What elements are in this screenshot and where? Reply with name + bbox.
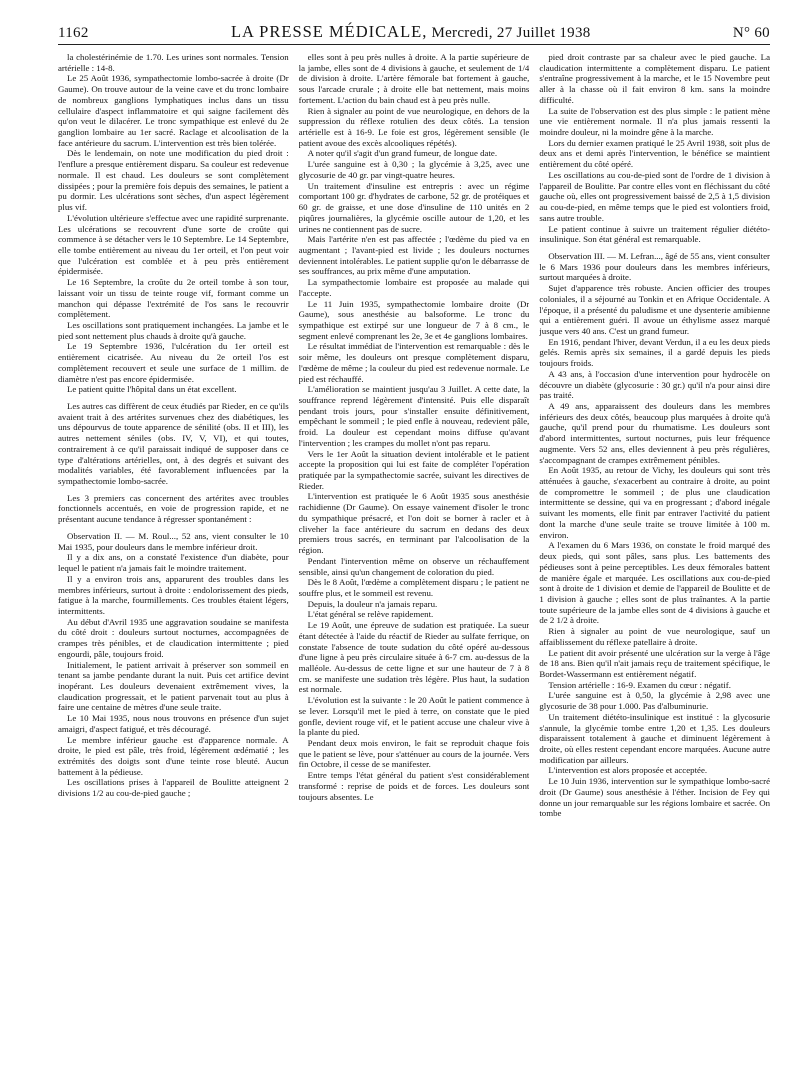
paragraph: pied droit contraste par sa chaleur avec le pied gauche. La claudication intermittente a complètement disparu. Le patient s'entraîne progressivement à la marche, et le 15 Novembre peut aller à la chasse où il fait environ 8 km. sans la moindre difficulté. [539, 52, 771, 105]
paragraph: Un traitement diététo-insulinique est institué : la glycosurie s'annule, la glycémie tombe entre 1,20 et 1,35. Les douleurs disparaissent totalement à gauche et diminuent légèrement à droite, où elles restent cependant encore marquées. Aucune autre modification par ailleurs. [539, 711, 771, 765]
paragraph: L'amélioration se maintient jusqu'au 3 Juillet. A cette date, la souffrance reprend légèrement d'intensité. Puis elle disparaît pendant trois jours, pour s'installer ensuite définitivement, empêchant le sommeil ; le pied enfle à nouveau, redevient pâle, froid. La douleur est cependant moins diffuse qu'avant l'intervention ; les crampes du mollet n'ont pas reparu. [298, 384, 530, 448]
paragraph: Mais l'artérite n'en est pas affectée ; l'œdème du pied va en augmentant ; l'avant-pied est livide ; les douleurs nocturnes deviennent intolérables. Le patient supplie qu'on le débarrasse de ses souffrances, au prix même d'une amputation. [298, 234, 530, 277]
paragraph: Initialement, le patient arrivait à préserver son sommeil en tenant sa jambe pendante durant la nuit. Puis cet artifice devint inopérant. Les douleurs devenaient extrêmement vives, la claudication progressait, et le patient parvenait tout au plus à faire une centaine de mètres d'une seule traite. [58, 659, 289, 713]
paragraph: Il y a environ trois ans, apparurent des troubles dans les membres inférieurs, surtout à droite : endolorissement des pieds, fatigue à la marche, fourmillements. Ces troubles étaient légers, intermittents. [58, 573, 289, 616]
journal-title: LA PRESSE MÉDICALE, [230, 22, 428, 41]
paragraph: Au début d'Avril 1935 une aggravation soudaine se manifesta du côté droit : douleurs surtout nocturnes, accompagnées de crampes très pénibles, et de claudication intermittente ; pied engourdi, pâle, toujours froid. [58, 616, 289, 659]
page-number: 1162 [58, 25, 89, 41]
paragraph: Les 3 premiers cas concernent des artérites avec troubles fonctionnels accentués, en voie de progression rapide, et ne présentant aucune tendance à régresser spontanément : [58, 492, 289, 525]
paragraph: Dès le lendemain, on note une modification du pied droit : l'enflure a presque entièrement disparu. Sa couleur est redevenue normale. Il est chaud. Les douleurs se sont complètement dissipées ; pour la première fois depuis des semaines, le patient a pu dormir. Les ulcérations sont sèches, d'un aspect légèrement plus vif. [58, 148, 289, 213]
paragraph: L'évolution est la suivante : le 20 Août le patient commence à se lever. Lorsqu'il met le pied à terre, on constate que le pied gonfle, devient rouge vif, et le patient accuse une chaleur vive à la plante du pied. [298, 695, 530, 738]
issue-number: N° 60 [732, 25, 770, 41]
paragraph: Les autres cas diffèrent de ceux étudiés par Rieder, en ce qu'ils avaient trait à des artérites survenues chez des diabétiques, les uns dépourvus de toute apparence de sénilité (obs. II et III), les autres nettement séniles (obs. IV, V, VI), et qui toutes, contrairement à ce qu'il paraissait indiqué de supposer dans ce type d'altérations artérielles, ont, à des degrés et suivant des modalités variables, été favorablement influencées par la sympathectomie lombo-sacrée. [58, 401, 289, 487]
paragraph: Sujet d'apparence très robuste. Ancien officier des troupes coloniales, il a séjourné au Tonkin et en Afrique Occidentale. A l'époque, il a présenté du paludisme et une dysenterie amibienne qui a entièrement guéri. Il avoue un éthylisme assez marqué jusque vers 40 ans. C'est un grand fumeur. [539, 283, 771, 336]
paragraph: Les oscillations sont pratiquement inchangées. La jambe et le pied sont nettement plus chauds à droite qu'à gauche. [58, 319, 289, 341]
paragraph: A 49 ans, apparaissent des douleurs dans les membres inférieurs des deux côtés, beaucoup plus marquées à droite qu'à gauche, qu'il prend pour du rhumatisme. Les douleurs sont d'abord intermittentes, surtout nocturnes, puis leur fréquence augmente. Vers 52 ans, elles deviennent à peu près régulières, s'accompagnant de crampes extrêmement pénibles. [539, 401, 771, 465]
paragraph: Le 25 Août 1936, sympathectomie lombo-sacrée à droite (Dr Gaume). On trouve autour de la veine cave et du tronc lombaire de nombreux ganglions lymphatiques inclus dans un tissu cellulaire d'aspect inflammatoire et qui saigne facilement dès qu'on veut le dilacérer. Le tronc sympathique est enlevé du 2e ganglion lombaire au 1er sacré. Raclage et alcoolisation de la face antérieure du sacrum. L'intervention est très bien tolérée. [58, 73, 289, 148]
paragraph: Le patient continue à suivre un traitement régulier diététo-insulinique. Son état général est remarquable. [539, 223, 771, 245]
paragraph: La sympathectomie lombaire est proposée au malade qui l'accepte. [298, 277, 530, 298]
paragraph: Depuis, la douleur n'a jamais reparu. [307, 598, 438, 609]
paragraph: Observation II. — M. Roul..., 52 ans, vient consulter le 10 Mai 1935, pour douleurs dans le membre inférieur droit. [58, 530, 289, 552]
paragraph: Dès le 8 Août, l'œdème a complètement disparu ; le patient ne souffre plus, et le sommeil est revenu. [298, 577, 530, 598]
paragraph: A noter qu'il s'agit d'un grand fumeur, de longue date. [307, 148, 498, 159]
paragraph: Le résultat immédiat de l'intervention est remarquable : dès le soir même, les douleurs ont presque complètement disparu, l'œdème de même ; la couleur du pied est redevenue normale. Le pied est réchauffé. [298, 341, 530, 384]
paragraph: elles sont à peu près nulles à droite. A la partie supérieure de la jambe, elles sont de 4 divisions à gauche, et seulement de 1/4 de division à droite. L'artère fémorale bat fortement à gauche, sous l'arcade crurale ; à droite elle bat nettement, mais moins fortement. L'action du bain chaud est à peu près nulle. [298, 52, 530, 105]
paragraph: Le 19 Septembre 1936, l'ulcération du 1er orteil est entièrement cicatrisée. Au niveau du 2e orteil l'os est complètement recouvert et seule une surface de 1 millim. de diamètre n'est pas encore épidermisée. [58, 341, 289, 384]
issue-date: Mercredi, 27 Juillet 1938 [431, 25, 591, 41]
paragraph: Pendant l'intervention même on observe un réchauffement sensible, ainsi qu'un changement de coloration du pied. [298, 555, 530, 577]
text-column-middle [299, 52, 530, 1072]
paragraph: Rien à signaler au point de vue neurologique, sauf un affaiblissement du réflexe patellaire à droite. [539, 626, 771, 647]
page-header [58, 22, 770, 44]
text-column-left [58, 52, 289, 1072]
paragraph: Le patient dit avoir présenté une ulcération sur la verge à l'âge de 18 ans. Bien qu'il n'ait jamais reçu de traitement spécifique, le Bordet-Wassermann est entièrement négatif. [539, 647, 771, 679]
paragraph: Un traitement d'insuline est entrepris : avec un régime comportant 100 gr. d'hydrates de carbone, 52 gr. de protéiques et 60 gr. de graisse, et une dose d'insuline de 110 unités en 2 piqûres journalières, la glycémie oscille autour de 1,20, et les urines ne contiennent pas de sucre. [298, 180, 530, 234]
paragraph: Le 10 Juin 1936, intervention sur le sympathique lombo-sacré droit (Dr Gaume) sous anesthésie à l'éther. Incision de Fey qui donne un jour remarquable sur les régions lombaire et sacrée. On tombe [539, 776, 771, 819]
paragraph: Le patient quitte l'hôpital dans un état excellent. [67, 384, 237, 395]
paragraph: Le 19 Août, une épreuve de sudation est pratiquée. La sueur étant détectée à l'aide du réactif de Rieder au sulfate ferrique, on constate l'absence de toute sudation du côté opéré au-dessous d'une ligne à peu près circulaire située à 6-7 cm. au-dessus de la malléole. Au-dessus de cette ligne et sur une hauteur de 7 à 8 cm. se manifeste une sudation très légère. Plus haut, la sudation est normale. [298, 620, 530, 695]
text-column-right [539, 52, 770, 1072]
paragraph: Le 10 Mai 1935, nous nous trouvons en présence d'un sujet amaigri, d'aspect fatigué, et très découragé. [58, 713, 289, 734]
paragraph: Vers le 1er Août la situation devient intolérable et le patient accepte la proposition qui lui est faite de compléter l'opération pratiquée par la sympathectomie sacrée, suivant les directives de Rieder. [298, 448, 530, 491]
paragraph: L'urée sanguine est à 0,50, la glycémie à 2,98 avec une glycosurie de 38 pour 1.000. Pas d'albuminurie. [539, 690, 771, 712]
paragraph: La suite de l'observation est des plus simple : le patient mène une vie entièrement normale. Il n'a plus jamais ressenti la moindre douleur, ni la moindre gêne à la marche. [539, 105, 771, 138]
paragraph: Pendant deux mois environ, le fait se reproduit chaque fois que le patient se lève, pour s'atténuer au cours de la journée. Vers fin Octobre, il cesse de se manifester. [298, 738, 530, 770]
journal-line [231, 22, 591, 42]
paragraph: Lors du dernier examen pratiqué le 25 Avril 1938, soit plus de deux ans et demi après l'intervention, le bénéfice se maintient entièrement du côté opéré. [539, 137, 771, 170]
paragraph: Tension artérielle : 16-9. Examen du cœur : négatif. [548, 679, 731, 690]
paragraph: Il y a dix ans, on a constaté l'existence d'un diabète, pour lequel le patient n'a jamais fait le moindre traitement. [58, 552, 289, 574]
paragraph: A 43 ans, à l'occasion d'une intervention pour hydrocèle on découvre un diabète (glycosurie : 30 gr.) qu'il n'a pour ainsi dire pas traité. [539, 368, 771, 401]
paragraph: Les oscillations au cou-de-pied sont de l'ordre de 1 division à l'appareil de Boulitte. Par contre elles vont en fléchissant du côté gauche où, elles ont progressivement baissé de 2,5 à 1,5 division au cou-de-pied, en même temps que le pied est volontiers froid, sans autre trouble. [539, 169, 771, 223]
paragraph: En Août 1935, au retour de Vichy, les douleurs qui sont très atténuées à gauche, s'exacerbent au contraire à droite, au point de compromettre le sommeil ; de plus une claudication intermittente se dessine, qui va en progressant ; d'abord inégale suivant les moments, elle finit par entraver l'activité du patient dont la marche d'une seule traite se trouve limitée à 100 m. environ. [539, 465, 771, 540]
paragraph: Le 16 Septembre, la croûte du 2e orteil tombe à son tour, laissant voir un tissu de teinte rouge vif, formant comme un manchon qui dépasse l'extrémité de l'os sans le recouvrir complètement. [58, 277, 289, 320]
paragraph: En 1916, pendant l'hiver, devant Verdun, il a eu les deux pieds gelés. Remis après six semaines, il a gardé depuis les pieds toujours froids. [539, 336, 771, 369]
paragraph: Observation III. — M. Lefran..., âgé de 55 ans, vient consulter le 6 Mars 1936 pour douleurs dans les membres inférieurs, surtout marquées à droite. [539, 250, 771, 283]
paragraph: L'évolution ultérieure s'effectue avec une rapidité surprenante. Les ulcérations se recouvrent d'une sorte de croûte qui commence à se détacher vers le 10 Septembre. Le 14 Septembre, elle tombe entièrement au niveau du 1er orteil, et l'on peut voir que l'ulcération est comblée et à peu près entièrement épidermisée. [58, 212, 289, 277]
paragraph: Entre temps l'état général du patient s'est considérablement transformé : reprise de poids et de forces. Les douleurs sont toujours absentes. Le [298, 770, 530, 802]
paragraph: la cholestérinémie de 1.70. Les urines sont normales. Tension artérielle : 14-8. [58, 52, 289, 73]
paragraph: Le membre inférieur gauche est d'apparence normale. A droite, le pied est pâle, très froid, légèrement œdématié ; les extrémités des doigts sont d'une teinte rose bleuté. Aucun battement à la pédieuse. [58, 734, 289, 777]
article-body [58, 52, 770, 1072]
paragraph: L'intervention est pratiquée le 6 Août 1935 sous anesthésie rachidienne (Dr Gaume). On essaye vainement d'isoler le tronc du sympathique présacré, et l'on doit se borner à racler et à cliveher la face antérieure du sacrum en dedans des deux premiers trous sacrés, en terminant par l'alcoolisation de la région. [298, 491, 530, 556]
paragraph: Le 11 Juin 1935, sympathectomie lombaire droite (Dr Gaume), sous anesthésie au balsoforme. Le tronc du sympathique est extirpé sur une longueur de 7 à 8 cm., le segment enlevé comprenant les 2e, 3e et 4e ganglions lombaires. [298, 298, 530, 341]
paragraph: A l'examen du 6 Mars 1936, on constate le froid marqué des deux pieds, qui sont pâles, sans plus. Les battements des pédieuses sont à peine perceptibles. Les deux fémorales battent de manière égale et marquée. Les oscillations aux cou-de-pied sont à droite de 1 division et demie de l'appareil de Boulitte et de 1 division à gauche ; elles sont de plus traînantes. A la partie toute supérieure de la jambe elles sont de 4 divisions à gauche et de 2 1/2 à droite. [539, 540, 771, 626]
paragraph: L'urée sanguine est à 0,30 ; la glycémie à 3,25, avec une glycosurie de 40 gr. par vingt-quatre heures. [298, 159, 530, 180]
paragraph: Les oscillations prises à l'appareil de Boulitte atteignent 2 divisions 1/2 au cou-de-pied gauche ; [58, 777, 289, 799]
paragraph: L'état général se relève rapidement. [307, 609, 434, 620]
paragraph: Rien à signaler au point de vue neurologique, en dehors de la suppression du réflexe rotulien des deux côtés. La tension artérielle est à 16-9. Le foie est gros, légèrement sensible (le patient avoue des excès alcooliques répétés). [298, 105, 530, 148]
header-rule [58, 44, 770, 45]
paragraph: L'intervention est alors proposée et acceptée. [548, 765, 708, 776]
